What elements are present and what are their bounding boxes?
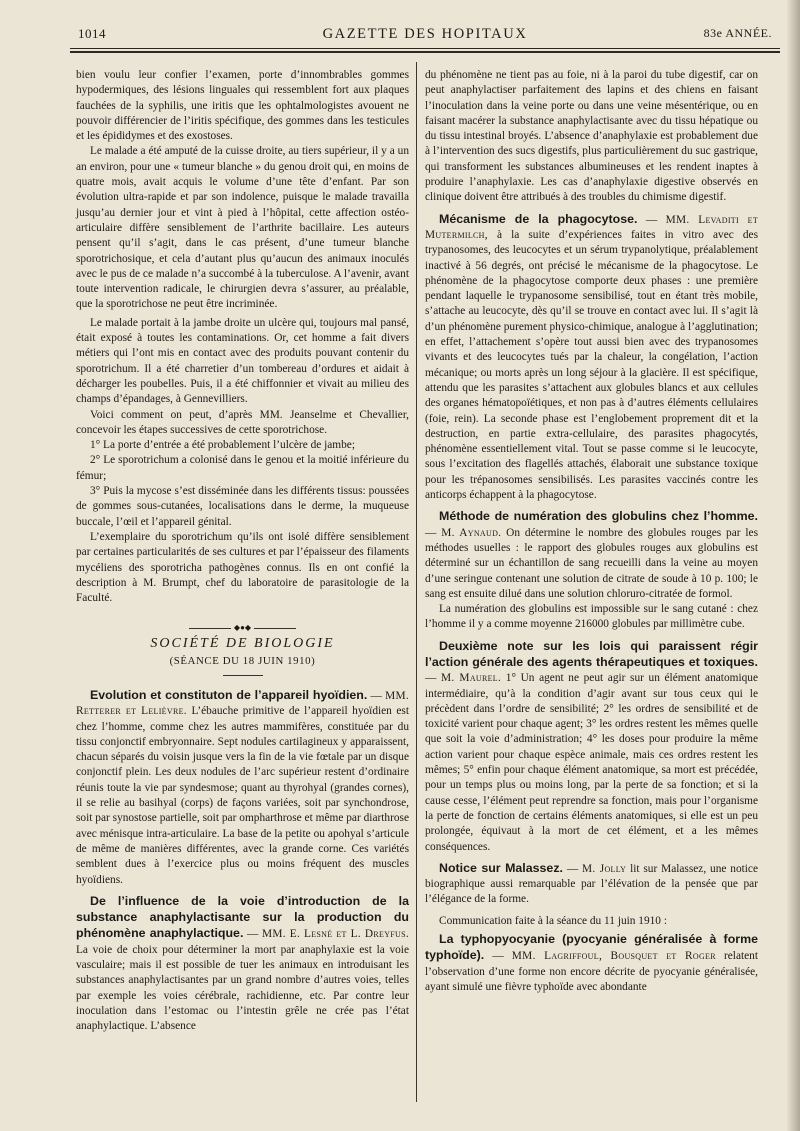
header-rule-bottom [70,51,780,53]
article-authors: MM. Retterer et Lelièvre. [76,689,410,718]
article-text: lit sur Malassez, une notice biographique aussi remarquable par l’élévation de la pensée que par l’élégance de la forme. [425,862,758,906]
column-divider [416,62,417,1102]
article-text: à la suite d’expériences faites in vitro avec des trypanosomes, des leucocytes et un sérum trypanolytique, préalablement inactivé à 56 degrés, ont précisé le mécanisme de la phagocytose. Le phénomène de la phagocytose comporte deux phases : une première pendant laquelle le trypanosome sensibilisé, tout en étant très mobile, s’attache au leucocyte, dès qu’il se trouve en contact avec lui. Il s’agit là d’un phénomène purement physico-chimique, analogue à l’agglutination; en effet, l’attachement s’opère tout aussi bien avec des trypanosomes vivants et des leucocytes tués par la chaleur, la congélation, l’action mécanique; ou morts après un long séjour à la glacière. Il est spécifique, attendu que les parasites s’attachent aux globules blancs et aux cellules des organes hématopoïétiques, et non pas à d’autres éléments cellulaires (foie, rein). La seconde phase est l’englobement proprement dit et la destruction, en partie extra-cellulaire, des parasites phagocytés, phénomène essentiellement vital. Tout se passe comme si le leucocyte, sous l’excitation des flagellés attachés, élaborait une substance toxique pour les trépanosomes sensibilisés. Les parasites vaccinés contre les anticorps échappent à la phagocytose. [425,228,758,502]
list-item: 2° Le sporotrichum a colonisé dans le genou et la moitié inférieure du fémur; [76,454,409,482]
article-text: La voie de choix pour déterminer la mort par anaphylaxie est la voie vasculaire; mais il est possible de tuer les animaux en introduisant les substances anaphylactisantes par un grand nombre d’autres voies, telles par exemple les voies cérébrale, rachidienne, etc. Par contre leur inoculation dans l’estomac ou l’intestin grêle ne crée pas l’état anaphylactique. L’absence [76,943,409,1033]
communication-note: Communication faite à la séance du 11 juin 1910 : [439,914,667,927]
article-title: Evolution et constituton de l’appareil hyoïdien. [90,687,368,702]
article-text: relatent l’observation d’une forme non encore décrite de pyocyanie généralisée, ayant simulé une fièvre typhoïde avec abondante [425,950,758,993]
article: Méthode de numération des globulins chez l’homme. — M. Aynaud. On détermine le nombre des globules rouges par les méthodes usuelles : le rapport des globules rouges aux globulins est déterminé sur un échantillon de sang recueilli dans la veine au moyen d’une seringue contenant une solution de citrate de soude à 10 p. 100; le sang est ensuite dilué dans une solution chloruro-citratée de formol. [425,509,759,600]
short-rule [223,675,263,676]
paragraph: Le malade portait à la jambe droite un ulcère qui, toujours mal pansé, était exposé à toutes les contaminations. Or, cet homme a fait divers métiers qui l’ont mis en contact avec des produits pouvant contenir du sporotrichum. Il a été charretier d’un tombereau d’ordures et aidait à décharger les poubelles. Puis, il a été chiffonnier et vivait au milieu des champs d’épandages, à Gennevilliers. [76,316,409,406]
article-authors: M. Aynaud. [441,526,502,539]
article-authors: MM. Lagriffoul, Bousquet et Roger [511,950,716,963]
article-title: Notice sur Malassez. [439,860,563,875]
seance-date: (SÉANCE DU 18 JUIN 1910) [169,654,316,667]
right-column [425,68,758,995]
page-number: 1014 [78,26,106,41]
section-ornament: ◆●◆ [76,620,409,628]
journal-year: 83e ANNÉE. [703,26,772,40]
paragraph: L’exemplaire du sporotrichum qu’ils ont isolé diffère sensiblement par certaines particularités de ses cultures et par l’épaisseur des filaments mycéliens des sporotricha pathogènes connus. Ils en ont confié la description à M. Brumpt, chef du laboratoire de parasitologie de la Faculté. [76,530,409,605]
list-item: 3° Puis la mycose s’est disséminée dans les différents tissus: poussées de gommes sous-cutanées, localisations dans le derme, la muqueuse buccale, l’œil et l’appareil génital. [76,485,409,528]
article-title: Méthode de numération des globulins chez l’homme. [439,509,758,524]
article: De l’influence de la voie d’introduction de la substance anaphylactisante sur la production du phénomène anaphylactique. — MM. E. Lesné et L. Dreyfus. La voie de choix pour déterminer la mort par anaphylaxie est la voie vasculaire; mais il est possible de tuer les animaux en introduisant les substances anaphylactisantes par un grand nombre d’autres voies, telles par exemple les voies cérébrale, rachidienne, etc. Par contre leur inoculation dans l’estomac ou l’intestin grêle ne crée pas l’état anaphylactique. L’absence [76,893,409,1033]
article: Mécanisme de la phagocytose. — MM. Levaditi et Mutermilch, à la suite d’expériences faites in vitro avec des trypanosomes, des leucocytes et un sérum trypanolytique, préalablement inactivé à 56 degrés, ont précisé le mécanisme de la phagocytose. Le phénomène de la phagocytose comporte deux phases : une première pendant laquelle le trypanosome sensibilisé, tout en étant très mobile, s’attache au leucocyte, dès qu’il se trouve en contact avec lui. Il s’agit là d’un phénomène purement physico-chimique, analogue à l’agglutination; en effet, l’attachement s’opère tout aussi bien avec des trypanosomes vivants et des leucocytes tués par la chaleur, la congélation, l’action mécanique; ou morts après un long séjour à la glacière. Il est spécifique, attendu que les parasites s’attachent aux globules blancs et aux cellules des organes hématopoïétiques, et non pas à d’autres éléments cellulaires (foie, rein). La seconde phase est l’englobement proprement dit et la destruction, en partie extra-cellulaire, des parasites phagocytés, phénomène essentiellement vital. Tout se passe comme si le leucocyte, sous l’excitation des flagellés attachés, élaborait une substance toxique pour les trépanosomes sensibilisés. Les parasites vaccinés contre les anticorps échappent à la phagocytose. [425,211,759,502]
article-authors: M. Maurel. [440,672,502,685]
article-authors: MM. E. Lesné et L. Dreyfus. [261,928,409,941]
paragraph: bien voulu leur confier l’examen, porte d’innombrables gommes hypodermiques, des lésions linguales qui ressemblent fort aux plaques fauchées de la syphilis, une iritis que les ophtalmologistes avouent ne pouvoir différencier de l’iritis spécifique, des gommes dans les testicules et les épididymes et des exostoses. [76,69,409,143]
article: Evolution et constituton de l’appareil hyoïdien. — MM. Retterer et Lelièvre. L’ébauche primitive de l’appareil hyoïdien est chez l’homme, comme chez les autres mammifères, constituée par du tissu conjonctif embryonnaire. Sept nodules cartilagineux y apparaissent, chacun séparés du voisin jusque vers la fin de la vie fœtale par un disque conjonctif plein. Les deux nodules de l’arc supérieur restent d’ordinaire réunis toute la vie par syndesmose; quant au thyrohyal (grandes cornes), il se relie au basihyal (corps) de façons variées, soit par synchondrose, soit par synostose partielle, soit par ompharthrose et même par diarthrose avec ménisque intra-articulaire. La base de la petite ou apohyal s’articule de même de manières différentes, avec la grande corne. Ces variétés semblent dues à l’exercice plus ou moins fréquent des muscles hyoïdiens. [76,687,410,886]
article-title: Mécanisme de la phagocytose. [439,211,638,226]
journal-title: GAZETTE DES HOPITAUX [322,26,528,42]
paragraph: La numération des globulins est impossible sur le sang cutané : chez l’homme il y a comme moyenne 216000 globules par millimètre cube. [425,603,758,631]
article-text: On détermine le nombre des globules rouges par les méthodes usuelles : le rapport des globules rouges aux globulins est déterminé sur un échantillon de sang recueilli dans la veine au moyen d’une seringue contenant une solution de citrate de soude à 10 p. 100; le sang est ensuite dilué dans une solution chloruro-citratée de formol. [425,526,759,600]
paragraph: Le malade a été amputé de la cuisse droite, au tiers supérieur, il y a un an environ, pour une « tumeur blanche » du genou droit qui, en moins de quatre mois, avait acquis le volume d’une tête d’enfant. Par son évolution ultra-rapide et par son indolence, puisque le malade travailla jusqu’au dernier jour et vint à pied à l’hôpital, cette affection ostéo-articulaire diffère sensiblement de l’arthrite bacillaire. Les auteurs pensent qu’il s’agit, dans le cas présent, d’une tumeur blanche sporotrichosique, et cela d’autant plus qu’aucun des animaux inoculés avec le pus de ce malade n’a succombé à la tuberculose. A l’avenir, avant toute intervention radicale, le chirurgien devra s’assurer, au préalable, que la sporotrichose ne peut être incriminée. [76,145,409,311]
article: Deuxième note sur les lois qui paraissent régir l’action générale des agents thérapeutiques et toxiques. — M. Maurel. 1° Un agent ne peut agir sur un élément anatomique intermédiaire, qu’à la condition d’agir avant sur tous ceux qui le précèdent dans l’ordre de sensibilité; 2° les ordres de sensibilité et de toxicité varient pour chaque agent; 3° les ordres restent les mêmes quelle que soit la voie d’administration; 4° les doses pour produire la même action varient pour chaque espèce animale, mais ces ordres restent les mêmes; 5° enfin pour chaque élément anatomique, sa mort est précédée, pour un temps plus ou moins long, par la perte de sa fonction; et si la cause cesse, l’élément peut reprendre sa fonction, mais pour l’organisme la perte de fonction de certains éléments anatomiques, si elle est un peu prolongée, équivaut à la mort de cet élément, et a les mêmes conséquences. [425,638,758,853]
article-authors: MM. Levaditi et Mutermilch, [425,213,759,241]
paragraph: du phénomène ne tient pas au foie, ni à la paroi du tube digestif, car on peut anaphylactiser parfaitement des lapins et des chiens en faisant l’inoculation dans la veine porte ou dans une veine mésentérique, ou en faisant macérer la substance anaphylactisante avec du tissu hépatique ou du tissu intestinal broyés. L’absence d’anaphylaxie est probablement due à l’intervention des sucs digestifs, plus particulièrement du suc gastrique, qui transforment les substances albumineuses et les rendent inaptes à produire l’anaphylaxie. Les cas d’anaphylaxie digestive observés en clinique doivent être attribués à des troubles du chimisme digestif. [425,69,758,204]
article-text: L’ébauche primitive de l’appareil hyoïdien est chez l’homme, comme chez les autres mammifères, constituée par du tissu conjonctif embryonnaire. Sept nodules cartilagineux y apparaissent, chacun séparés du voisin jusque vers la fin de la vie fœtale par un disque conjonctif plein. Les deux nodules de l’arc supérieur restent d’ordinaire réunis toute la vie par syndesmose; quant au thyrohyal (grandes cornes), il se relie au basihyal (corps) de façons variées, soit par synchondrose, soit par synostose partielle, soit par ompharthrose et même par diarthrose avec ménisque intra-articulaire. La base de la petite ou apohyal s’articule de même de manières différentes, avec la grande corne. Ces variétés semblent dues à l’exercice plus ou moins fréquent des muscles hyoïdiens. [76,705,409,886]
article-title: Deuxième note sur les lois qui paraissent régir l’action générale des agents thérapeutiques et toxiques. [425,638,758,669]
article-title: De l’influence de la voie d’introduction de la substance anaphylactisante sur la production du phénomène anaphylactique. [76,893,409,941]
page-header [70,26,780,44]
paragraph: Voici comment on peut, d’après MM. Jeanselme et Chevallier, concevoir les étapes successives de cette sporotrichose. [76,408,409,436]
left-column [76,68,409,1035]
article-text: 1° Un agent ne peut agir sur un élément anatomique intermédiaire, qu’à la condition d’agir avant sur tous ceux qui le précèdent dans l’ordre de sensibilité; 2° les ordres de sensibilité et de toxicité varient pour chaque agent; 3° les ordres restent les mêmes quelle que soit la voie d’administration; 4° les doses pour produire la même action varient pour chaque espèce animale, mais ces ordres restent les mêmes; 5° enfin pour chaque élément anatomique, sa mort est précédée, pour un temps plus ou moins long, par la perte de sa fonction; et si la cause cesse, l’élément peut reprendre sa fonction, mais pour l’organisme la perte de fonction de certains éléments anatomiques, si elle est un peu prolongée, équivaut à la mort de cet élément, et a les mêmes conséquences. [425,672,758,853]
section-heading: SOCIÉTÉ DE BIOLOGIE [150,636,335,652]
article-title: La typhopyocyanie (pyocyanie généralisée à forme typhoïde). [425,932,758,963]
article-authors: M. Jolly [582,862,627,875]
article: Notice sur Malassez. — M. Jolly lit sur Malassez, une notice biographique aussi remarquable par l’élévation de la pensée que par l’élégance de la forme. [425,860,758,906]
list-item: 1° La porte d’entrée a été probablement l’ulcère de jambe; [90,439,355,452]
header-rule-top [70,48,780,49]
page-edge-shadow [786,0,800,1131]
article: La typhopyocyanie (pyocyanie généralisée à forme typhoïde). — MM. Lagriffoul, Bousquet et Roger relatent l’observation d’une forme non encore décrite de pyocyanie généralisée, ayant simulé une fièvre typhoïde avec abondante [425,932,758,993]
